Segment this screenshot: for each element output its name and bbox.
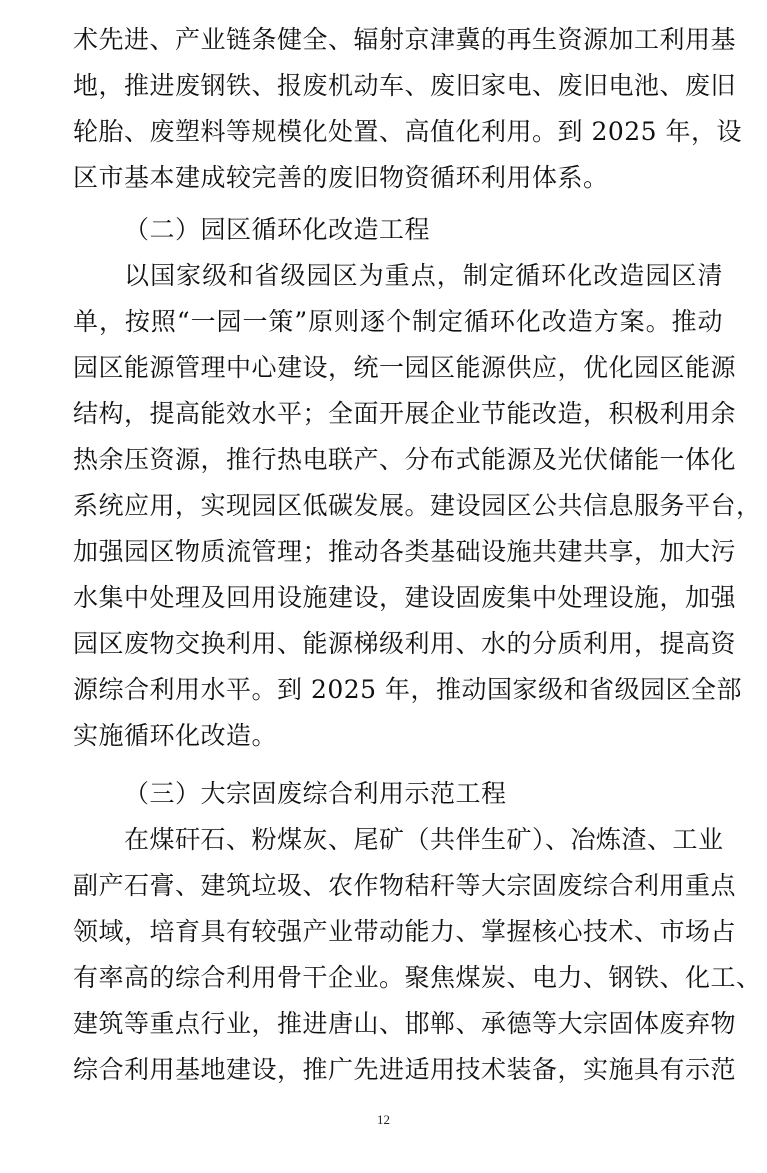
paragraph-line: 领域，培育具有较强产业带动能力、掌握核心技术、市场占 bbox=[73, 917, 737, 946]
paragraph-line: 副产石膏、建筑垃圾、农作物秸秆等大宗固废综合利用重点 bbox=[73, 871, 737, 900]
paragraph-line: 结构，提高能效水平；全面开展企业节能改造，积极利用余 bbox=[73, 399, 737, 428]
paragraph-line: 有率高的综合利用骨干企业。聚焦煤炭、电力、钢铁、化工、 bbox=[73, 963, 762, 992]
paragraph-line: 地，推进废钢铁、报废机动车、废旧家电、废旧电池、废旧 bbox=[73, 71, 737, 100]
paragraph-line: 区市基本建成较完善的废旧物资循环利用体系。 bbox=[73, 163, 609, 192]
paragraph-line: 源综合利用水平。到 2025 年，推动国家级和省级园区全部 bbox=[73, 675, 743, 704]
paragraph-line: 轮胎、废塑料等规模化处置、高值化利用。到 2025 年，设 bbox=[73, 117, 743, 146]
paragraph-line: 热余压资源，推行热电联产、分布式能源及光伏储能一体化 bbox=[73, 445, 737, 474]
paragraph-line: 以国家级和省级园区为重点，制定循环化改造园区清 bbox=[124, 261, 723, 290]
paragraph-line: 水集中处理及回用设施建设，建设固废集中处理设施，加强 bbox=[73, 583, 737, 612]
paragraph-line: 建筑等重点行业，推进唐山、邯郸、承德等大宗固体废弃物 bbox=[73, 1009, 737, 1038]
section-heading-2: （二）园区循环化改造工程 bbox=[124, 215, 431, 244]
paragraph-line: 系统应用，实现园区低碳发展。建设园区公共信息服务平台， bbox=[73, 491, 762, 520]
paragraph-line: 园区废物交换利用、能源梯级利用、水的分质利用，提高资 bbox=[73, 629, 737, 658]
section-heading-3: （三）大宗固废综合利用示范工程 bbox=[124, 779, 507, 808]
paragraph-line: 在煤矸石、粉煤灰、尾矿（共伴生矿）、冶炼渣、工业 bbox=[124, 825, 724, 854]
page-number: 12 bbox=[377, 1112, 390, 1127]
paragraph-line: 园区能源管理中心建设，统一园区能源供应，优化园区能源 bbox=[73, 353, 737, 382]
paragraph-line: 加强园区物质流管理；推动各类基础设施共建共享，加大污 bbox=[73, 537, 737, 566]
paragraph-line: 综合利用基地建设，推广先进适用技术装备，实施具有示范 bbox=[73, 1055, 737, 1084]
paragraph-line: 单，按照“一园一策”原则逐个制定循环化改造方案。推动 bbox=[73, 307, 723, 336]
paragraph-line: 术先进、产业链条健全、辐射京津冀的再生资源加工利用基 bbox=[73, 25, 737, 54]
paragraph-line: 实施循环化改造。 bbox=[73, 721, 278, 750]
